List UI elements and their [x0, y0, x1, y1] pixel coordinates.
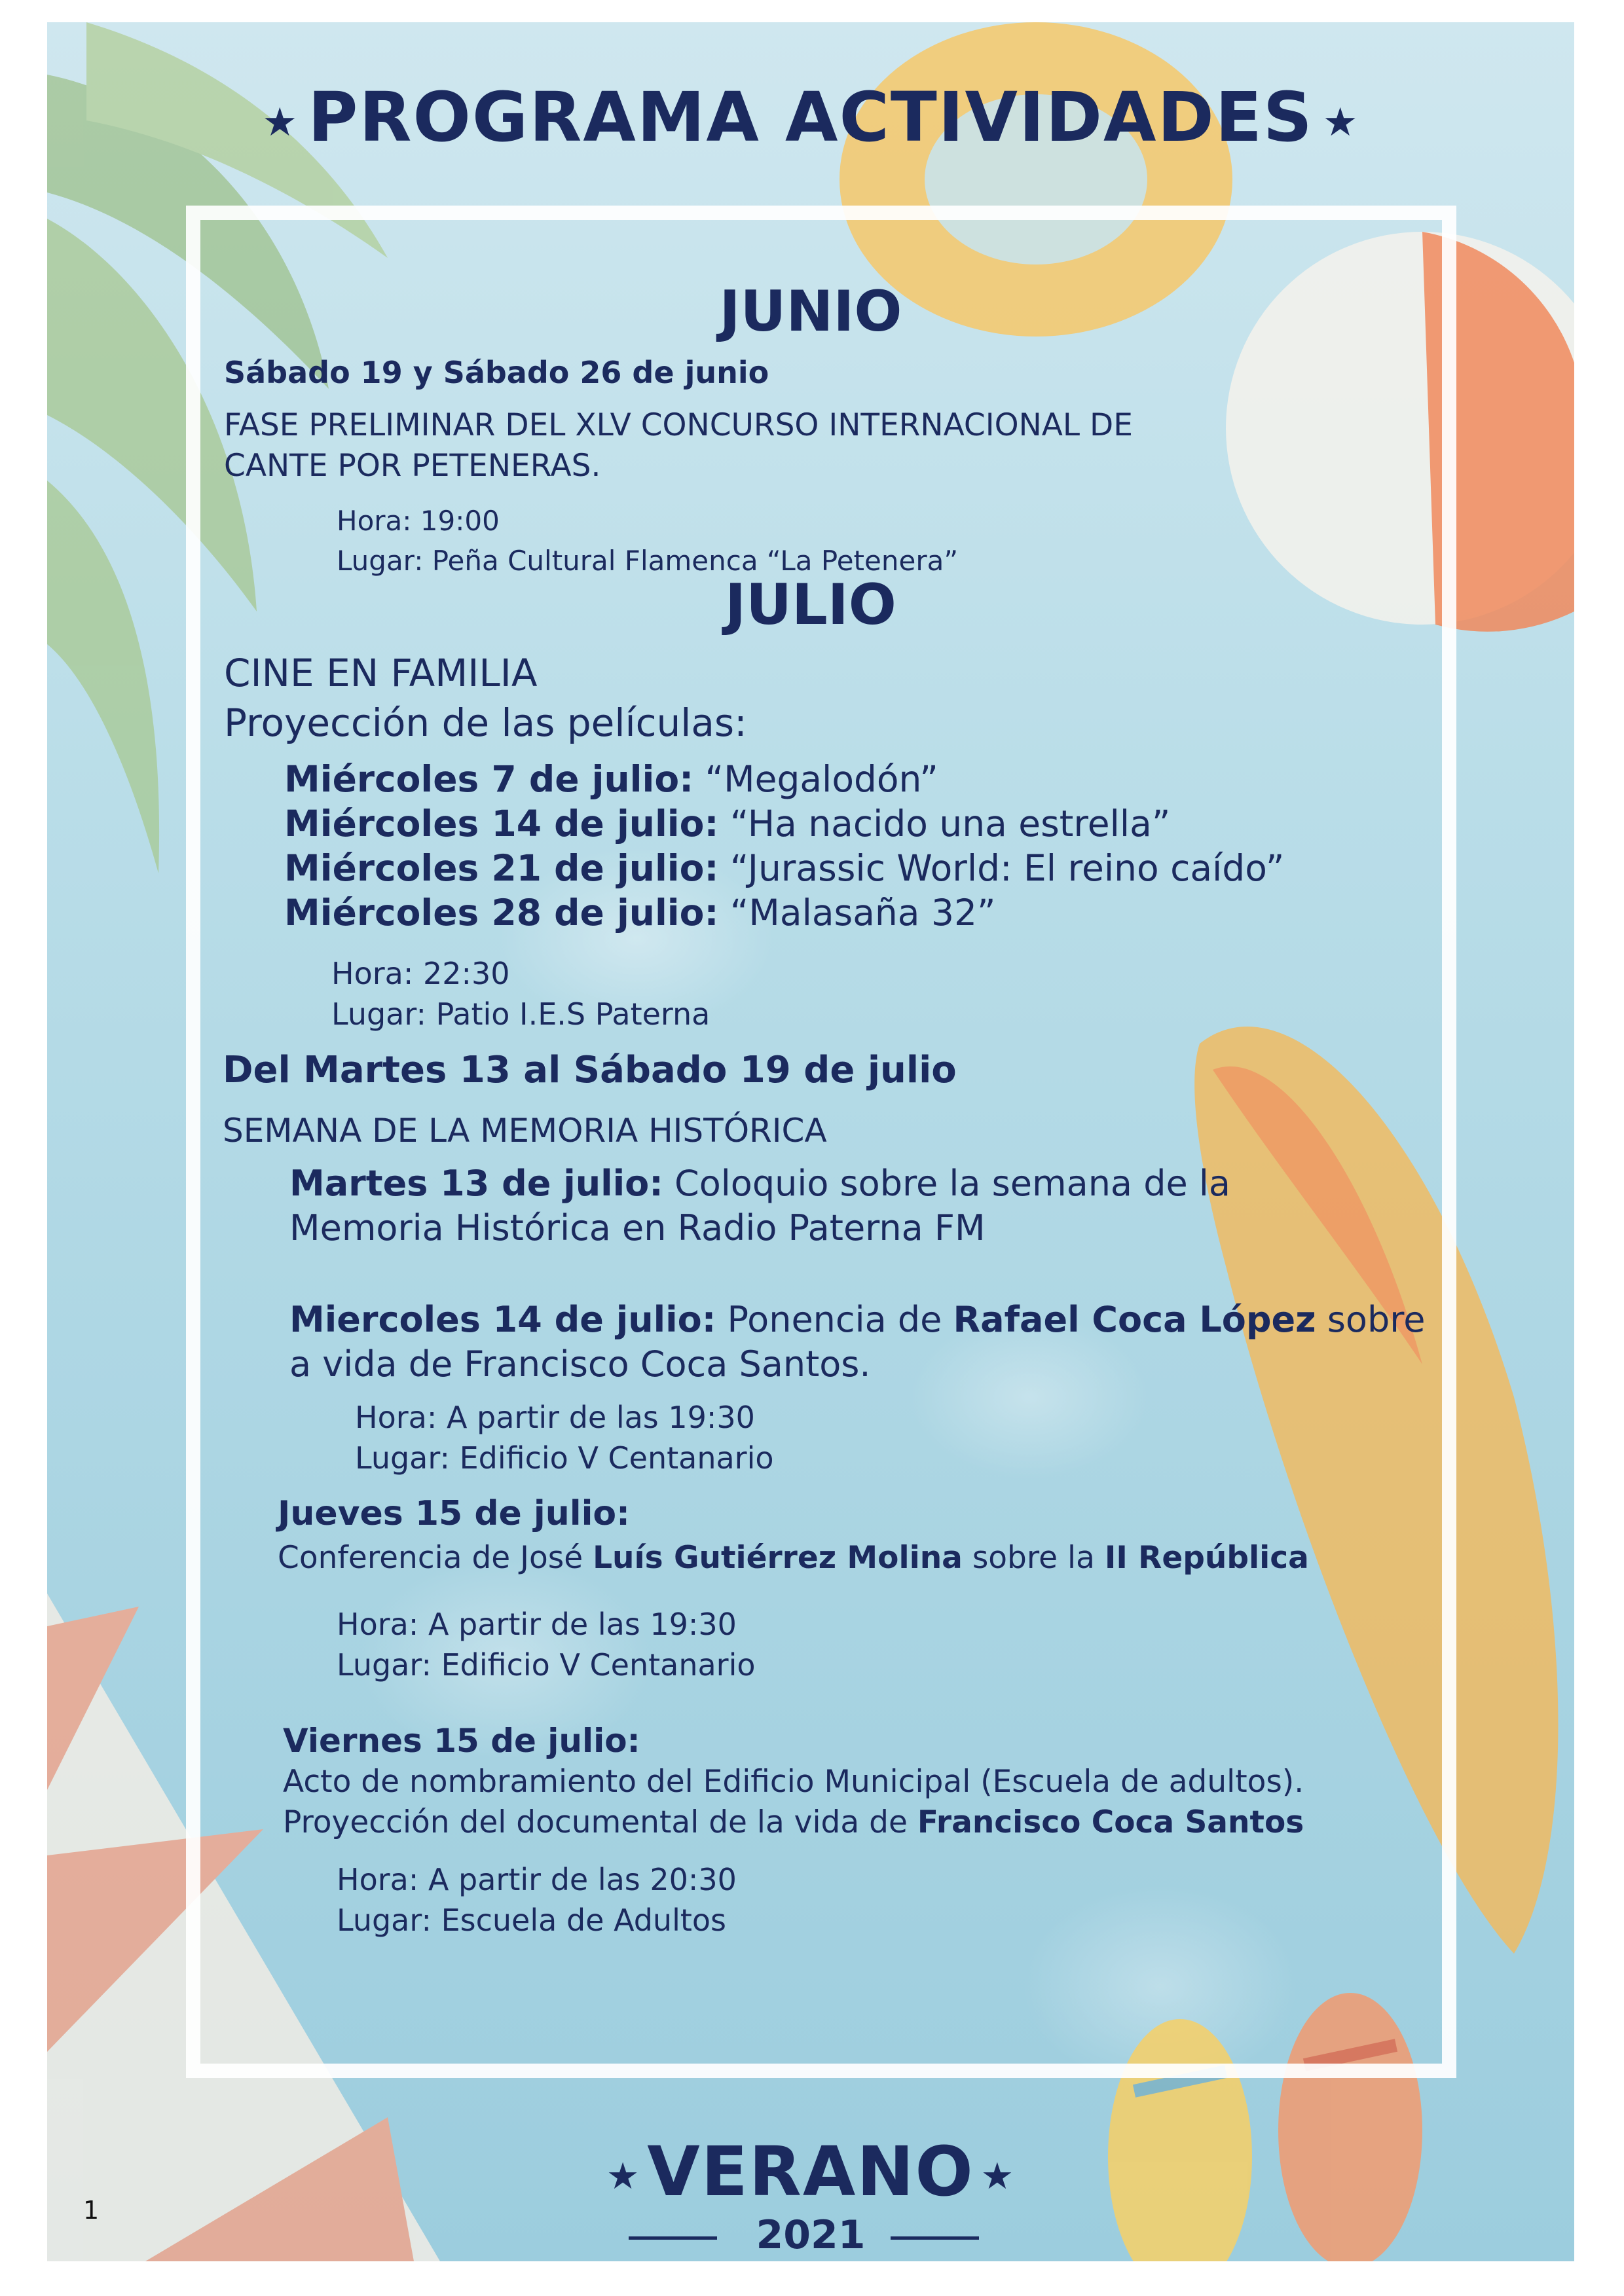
- divider-line: [891, 2236, 979, 2240]
- event-time: Hora: 22:30: [331, 956, 510, 991]
- footer-year: 2021: [756, 2212, 866, 2258]
- page-title-text: PROGRAMA ACTIVIDADES: [308, 77, 1314, 157]
- event-location: Lugar: Peña Cultural Flamenca “La Petenera”: [337, 545, 959, 577]
- event-description: Miercoles 14 de julio: Ponencia de Rafael Coca López sobre: [289, 1299, 1426, 1340]
- star-icon: ★: [980, 2155, 1015, 2198]
- event-description: Acto de nombramiento del Edificio Municipal (Escuela de adultos).: [283, 1764, 1304, 1800]
- page-number: 1: [83, 2196, 100, 2225]
- film-item: Miércoles 21 de julio: “Jurassic World: El reino caído”: [284, 847, 1285, 889]
- star-icon: ★: [606, 2155, 641, 2198]
- event-date: Viernes 15 de julio:: [283, 1722, 640, 1760]
- month-heading-julio: JULIO: [725, 572, 896, 638]
- event-description: Conferencia de José Luís Gutiérrez Molina sobre la II República: [278, 1540, 1309, 1576]
- event-location: Lugar: Escuela de Adultos: [337, 1903, 727, 1938]
- event-date: Sábado 19 y Sábado 26 de junio: [224, 355, 769, 390]
- month-heading-junio: JUNIO: [719, 279, 902, 344]
- film-item: Miércoles 28 de julio: “Malasaña 32”: [284, 892, 996, 934]
- event-location: Lugar: Edificio V Centanario: [355, 1440, 774, 1476]
- footer-title: [47, 2132, 1574, 2212]
- event-time: Hora: A partir de las 19:30: [337, 1607, 737, 1642]
- film-item: Miércoles 14 de julio: “Ha nacido una estrella”: [284, 803, 1171, 845]
- poster-background: [47, 22, 1574, 2261]
- event-time: Hora: 19:00: [337, 505, 500, 537]
- section-title: CINE EN FAMILIA: [224, 651, 538, 695]
- event-description: Memoria Histórica en Radio Paterna FM: [289, 1207, 986, 1248]
- event-description: a vida de Francisco Coca Santos.: [289, 1343, 871, 1385]
- event-title-line: FASE PRELIMINAR DEL XLV CONCURSO INTERNACIONAL DE: [224, 407, 1133, 443]
- event-title-line: CANTE POR PETENERAS.: [224, 448, 601, 484]
- star-icon: ★: [262, 99, 299, 145]
- event-date: Jueves 15 de julio:: [278, 1494, 630, 1533]
- event-location: Lugar: Patio I.E.S Paterna: [331, 996, 710, 1032]
- section-subtitle: Proyección de las películas:: [224, 701, 747, 745]
- event-description: Martes 13 de julio: Coloquio sobre la semana de la: [289, 1163, 1230, 1204]
- film-item: Miércoles 7 de julio: “Megalodón”: [284, 758, 938, 800]
- footer-title-text: VERANO: [647, 2132, 974, 2212]
- event-location: Lugar: Edificio V Centanario: [337, 1647, 756, 1683]
- event-time: Hora: A partir de las 20:30: [337, 1862, 737, 1897]
- program-content: [47, 22, 1574, 2261]
- event-time: Hora: A partir de las 19:30: [355, 1400, 755, 1435]
- event-description: Proyección del documental de la vida de Francisco Coca Santos: [283, 1804, 1304, 1840]
- star-icon: ★: [1322, 99, 1359, 145]
- section-title: SEMANA DE LA MEMORIA HISTÓRICA: [223, 1112, 827, 1150]
- event-date-range: Del Martes 13 al Sábado 19 de julio: [223, 1049, 957, 1091]
